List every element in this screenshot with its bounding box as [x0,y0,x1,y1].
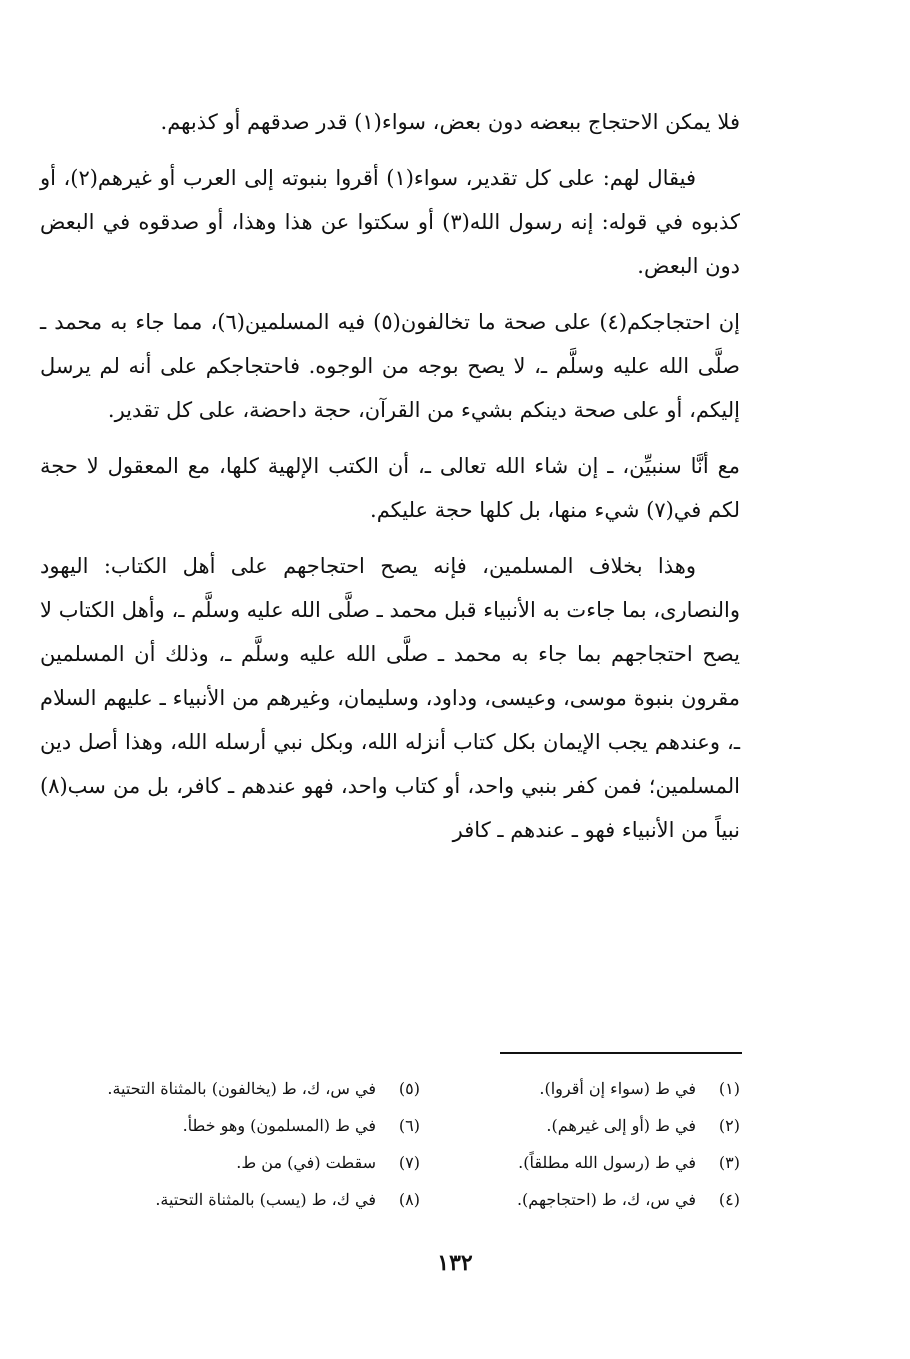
footnote-text: في ط (أو إلى غيرهم). [546,1116,696,1135]
footnote-2 [440,1107,740,1144]
footnote-text: في ط (المسلمون) وهو خطأ. [182,1116,376,1135]
footnote-number: (٧) [398,1153,420,1172]
footnote-6 [20,1107,420,1144]
footnote-text: في س، ك، ط (احتجاجهم). [516,1190,696,1209]
footnote-1 [440,1070,740,1107]
page-number: ١٣٢ [437,1250,473,1276]
footnote-text: في س، ك، ط (يخالفون) بالمثناة التحتية. [107,1079,376,1098]
footnote-8 [20,1181,420,1218]
footnote-number: (٨) [398,1190,420,1209]
paragraph-2: فيقال لهم: على كل تقدير، سواء(١) أقروا بنبوته إلى العرب أو غيرهم(٢)، أو كذبوه في قوله: إنه رسول الله(٣) أو سكتوا عن هذا وهذا، أو صدقوه في البعض دون البعض. [40,166,740,278]
footnote-number: (٢) [718,1116,740,1135]
paragraph-4: مع أنَّا سنبيِّن، ـ إن شاء الله تعالى ـ، أن الكتب الإلهية كلها، مع المعقول لا حجة لكم في(٧) شيء منها، بل كلها حجة عليكم. [40,454,740,522]
footnote-number: (٥) [398,1079,420,1098]
paragraph-1: فلا يمكن الاحتجاج ببعضه دون بعض، سواء(١) قدر صدقهم أو كذبهم. [160,110,740,134]
footnote-text: في ط (رسول الله مطلقاً). [518,1153,696,1172]
footnotes-right-column [440,1070,740,1218]
footnote-text: في ط (سواء إن أقروا). [539,1079,696,1098]
footnotes-left-column [20,1070,420,1218]
paragraph-5: وهذا بخلاف المسلمين، فإنه يصح احتجاجهم على أهل الكتاب: اليهود والنصارى، بما جاءت به الأنبياء قبل محمد ـ صلَّى الله عليه وسلَّم ـ، وأهل الكتاب لا يصح احتجاجهم بما جاء به محمد ـ صلَّى الله عليه وسلَّم ـ، وذلك أن المسلمين مقرون بنبوة موسى، وعيسى، وداود، وسليمان، وغيرهم من الأنبياء ـ عليهم السلام ـ، وعندهم يجب الإيمان بكل كتاب أنزله الله، وبكل نبي أرسله الله، وهذا أصل دين المسلمين؛ فمن كفر بنبي واحد، أو كتاب واحد، فهو عندهم ـ كافر، بل من سب(٨) نبياً من الأنبياء فهو ـ عندهم ـ كافر [40,554,740,842]
footnote-separator [500,1052,742,1054]
footnote-number: (٣) [718,1153,740,1172]
footnote-7 [20,1144,420,1181]
footnote-5 [20,1070,420,1107]
footnote-number: (٤) [718,1190,740,1209]
main-text [40,100,740,864]
paragraph-3: إن احتجاجكم(٤) على صحة ما تخالفون(٥) فيه المسلمين(٦)، مما جاء به محمد ـ صلَّى الله عليه وسلَّم ـ، لا يصح بوجه من الوجوه. فاحتجاجكم على أنه لم يرسل إليكم، أو على صحة دينكم بشيء من القرآن، حجة داحضة، على كل تقدير. [40,310,740,422]
footnote-number: (١) [718,1079,740,1098]
footnote-3 [440,1144,740,1181]
footnote-number: (٦) [398,1116,420,1135]
footnote-4 [440,1181,740,1218]
footnote-text: في ك، ط (يسب) بالمثناة التحتية. [155,1190,376,1209]
footnote-text: سقطت (في) من ط. [236,1153,376,1172]
